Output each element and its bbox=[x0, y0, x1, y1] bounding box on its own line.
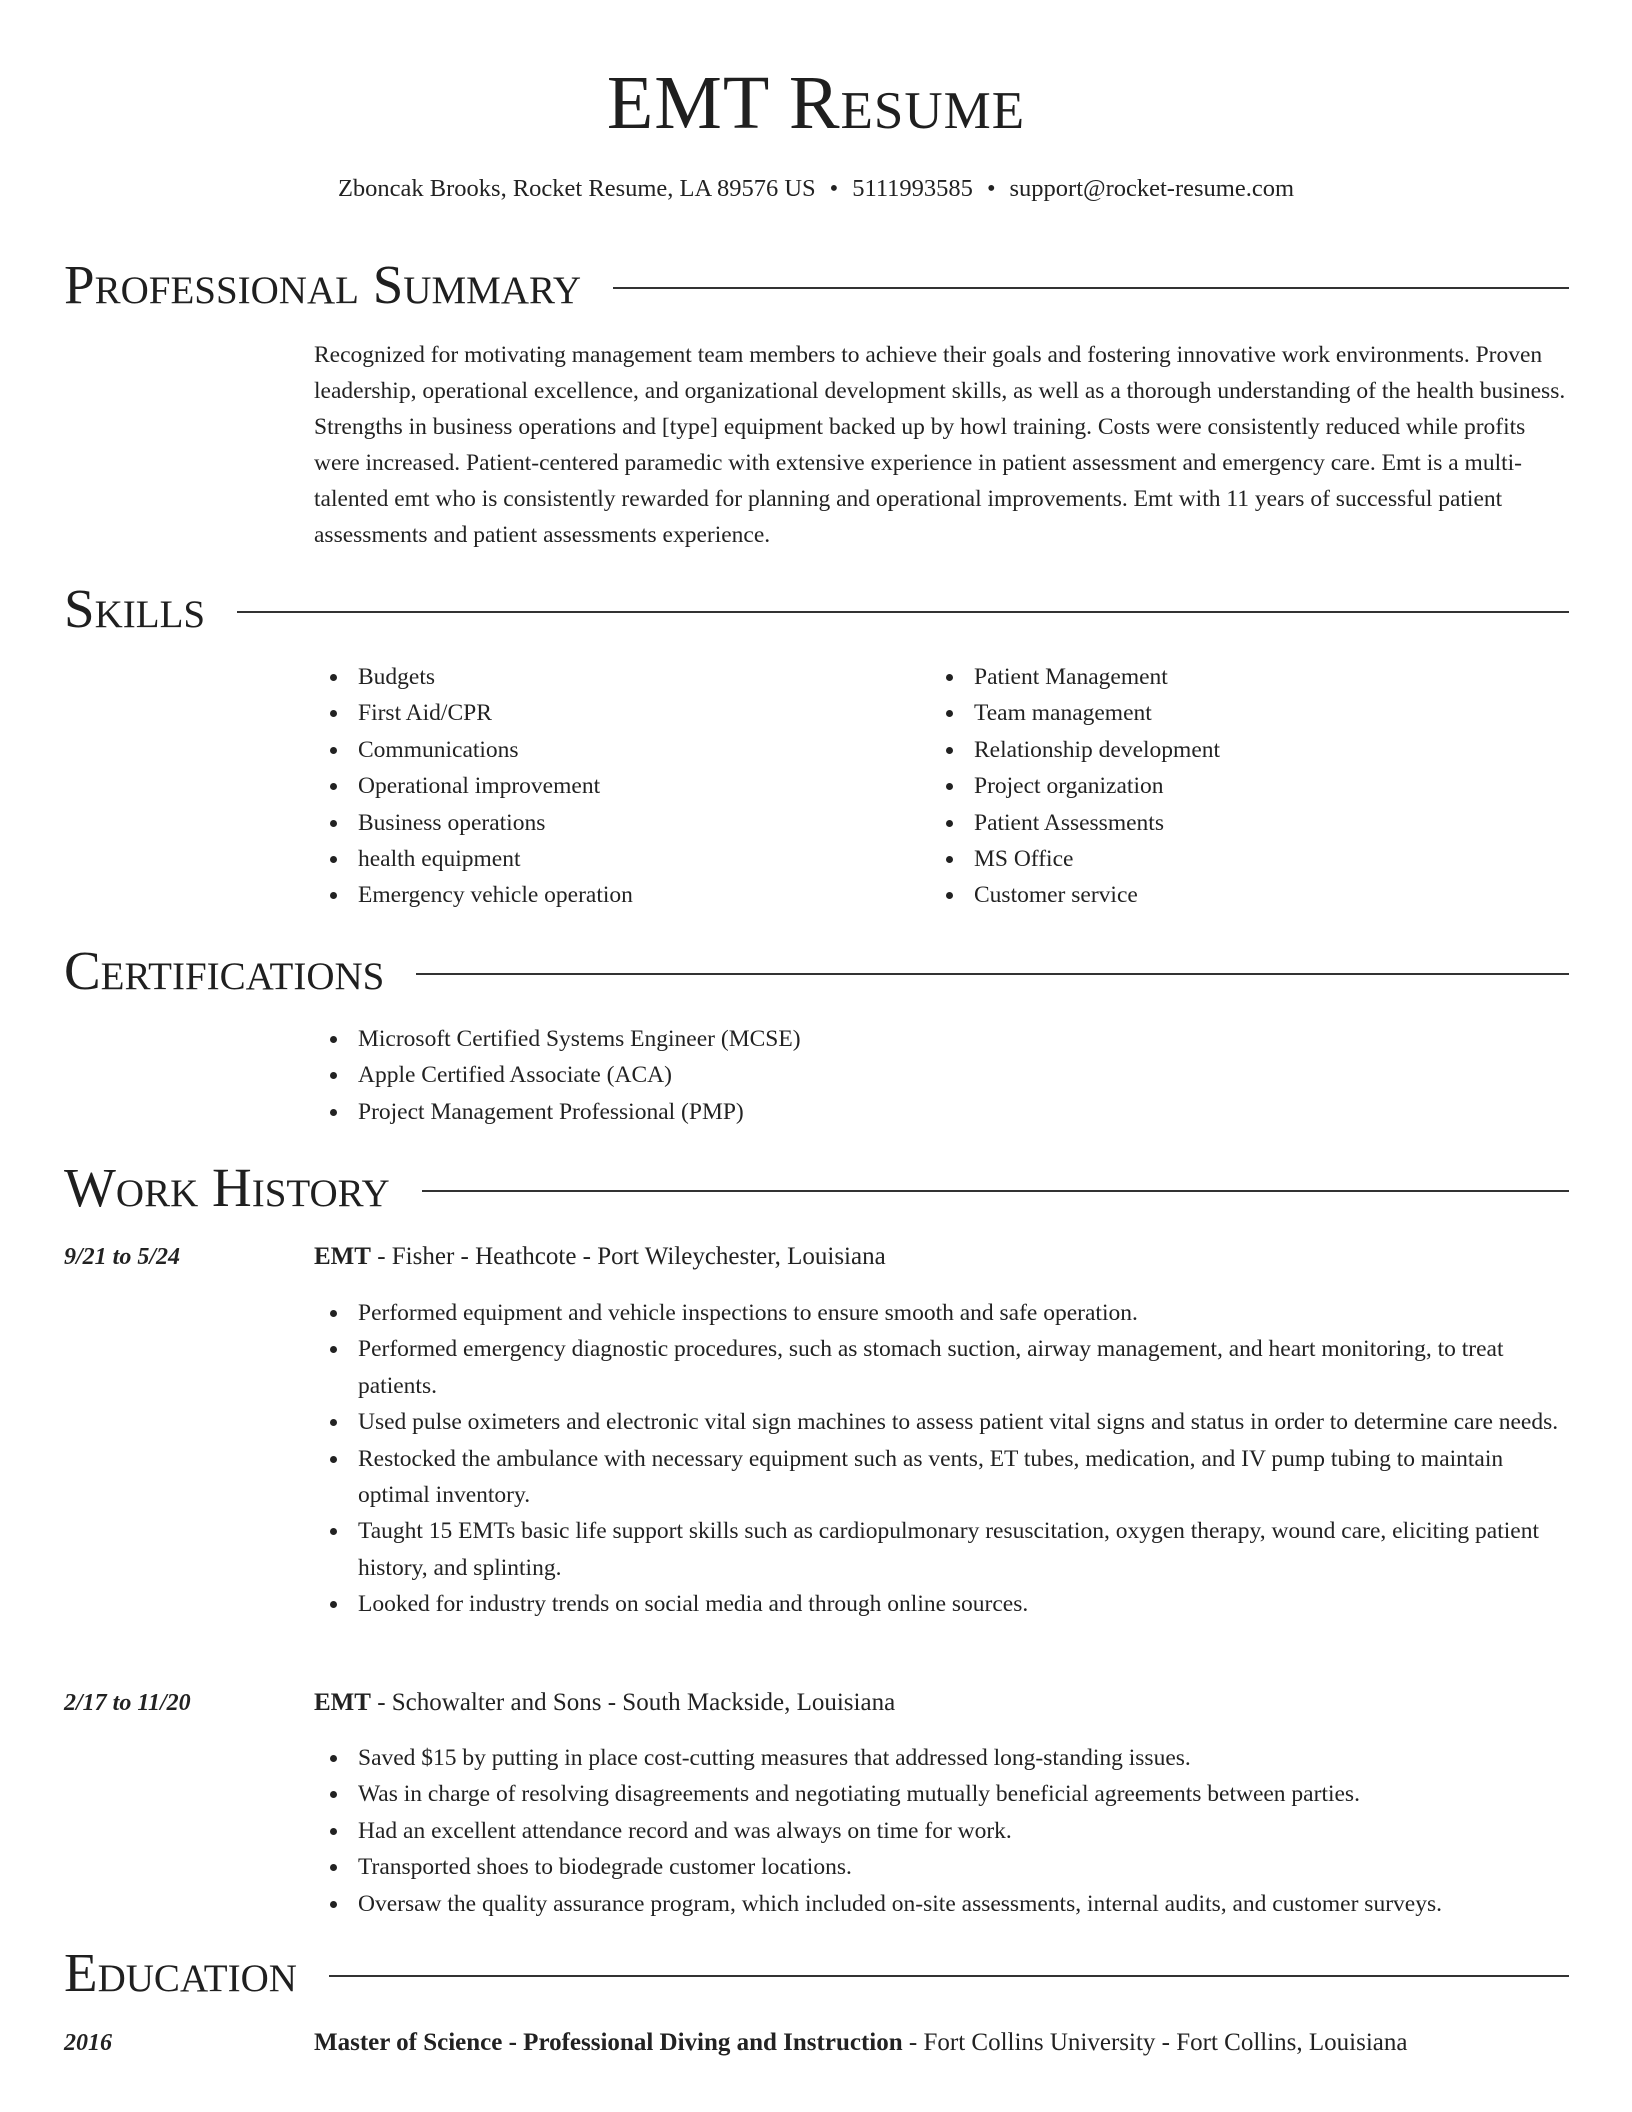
certification-item: Microsoft Certified Systems Engineer (MCSE) bbox=[314, 1021, 1569, 1057]
section-divider bbox=[237, 611, 1569, 613]
section-header-education bbox=[64, 1940, 1569, 2006]
skill-item: Patient Management bbox=[930, 659, 1530, 695]
section-divider bbox=[329, 1975, 1569, 1977]
job-bullet: Taught 15 EMTs basic life support skills such as cardiopulmonary resuscitation, oxygen therapy, wound care, eliciting patient history, and splinting. bbox=[314, 1513, 1569, 1586]
skill-item: Business operations bbox=[314, 805, 914, 841]
skill-item: Budgets bbox=[314, 659, 914, 695]
job-bullet: Oversaw the quality assurance program, which included on-site assessments, internal audits, and customer surveys. bbox=[314, 1886, 1569, 1922]
resume-title: EMT Resume bbox=[606, 61, 1026, 145]
skill-item: Project organization bbox=[930, 768, 1530, 804]
section-title: Education bbox=[64, 1942, 297, 2003]
job-dates: 9/21 to 5/24 bbox=[64, 1244, 181, 1270]
job-dates: 2/17 to 11/20 bbox=[64, 1690, 191, 1716]
job-bullet: Was in charge of resolving disagreements and negotiating mutually beneficial agreements between parties. bbox=[314, 1776, 1569, 1812]
contact-address: Zboncak Brooks, Rocket Resume, LA 89576 US bbox=[337, 175, 816, 202]
job-bullet: Transported shoes to biodegrade customer locations. bbox=[314, 1849, 1569, 1885]
section-divider bbox=[613, 287, 1569, 289]
section-divider bbox=[416, 973, 1569, 975]
skills-list-right bbox=[930, 659, 1530, 914]
skill-item: Emergency vehicle operation bbox=[314, 877, 914, 913]
job-bullet: Performed emergency diagnostic procedures, such as stomach suction, airway management, and heart monitoring, to treat patients. bbox=[314, 1331, 1569, 1404]
job-details: - Schowalter and Sons - South Mackside, Louisiana bbox=[370, 1689, 896, 1716]
education-details: - Fort Collins University - Fort Collins, Louisiana bbox=[902, 2029, 1408, 2056]
education-heading bbox=[314, 2026, 1569, 2060]
skill-item: Patient Assessments bbox=[930, 805, 1530, 841]
job-bullet: Performed equipment and vehicle inspections to ensure smooth and safe operation. bbox=[314, 1295, 1569, 1331]
education-degree: Master of Science - Professional Diving and Instruction bbox=[314, 2029, 903, 2056]
contact-email[interactable]: support@rocket-resume.com bbox=[1009, 175, 1295, 202]
job-heading bbox=[314, 1240, 1569, 1274]
skill-item: Relationship development bbox=[930, 732, 1530, 768]
skill-item: Operational improvement bbox=[314, 768, 914, 804]
job-details: - Fisher - Heathcote - Port Wileychester, Louisiana bbox=[370, 1243, 886, 1270]
section-title: Skills bbox=[64, 578, 206, 639]
job-bullet: Used pulse oximeters and electronic vital sign machines to assess patient vital signs and status in order to determine care needs. bbox=[314, 1404, 1569, 1440]
section-title: Professional Summary bbox=[64, 254, 582, 315]
contact-line bbox=[0, 173, 1632, 205]
certifications-list bbox=[314, 1021, 1569, 1130]
job-bullet: Restocked the ambulance with necessary equipment such as vents, ET tubes, medication, and IV pump tubing to maintain optimal inventory. bbox=[314, 1441, 1569, 1514]
section-header-skills bbox=[64, 576, 1569, 642]
section-header-summary bbox=[64, 252, 1569, 318]
contact-separator: • bbox=[829, 175, 839, 202]
job-bullets bbox=[314, 1740, 1569, 1922]
certification-item: Apple Certified Associate (ACA) bbox=[314, 1057, 1569, 1093]
contact-separator: • bbox=[986, 175, 996, 202]
job-bullet: Saved $15 by putting in place cost-cutting measures that addressed long-standing issues. bbox=[314, 1740, 1569, 1776]
skill-item: MS Office bbox=[930, 841, 1530, 877]
skill-item: Team management bbox=[930, 695, 1530, 731]
education-year: 2016 bbox=[64, 2030, 112, 2056]
section-title: Certifications bbox=[64, 940, 385, 1001]
section-header-certifications bbox=[64, 938, 1569, 1004]
skill-item: Customer service bbox=[930, 877, 1530, 913]
summary-text: Recognized for motivating management team members to achieve their goals and fostering innovative work environments. Proven leadership, operational excellence, and organizational development skills, as well as a thorough understanding of the health business. Strengths in business operations and [type] equipment backed up by howl training. Costs were consistently reduced while profits were increased. Patient-centered paramedic with extensive experience in patient assessment and emergency care. Emt is a multi-talented emt who is consistently rewarded for planning and operational improvements. Emt with 11 years of successful patient assessments and patient assessments experience. bbox=[314, 342, 1566, 548]
certification-item: Project Management Professional (PMP) bbox=[314, 1094, 1569, 1130]
section-title: Work History bbox=[64, 1157, 390, 1218]
job-title: EMT bbox=[314, 1689, 371, 1716]
section-divider bbox=[422, 1190, 1569, 1192]
contact-phone: 5111993585 bbox=[852, 175, 973, 202]
job-bullets bbox=[314, 1295, 1569, 1623]
skill-item: Communications bbox=[314, 732, 914, 768]
section-header-work-history bbox=[64, 1155, 1569, 1221]
job-bullet: Looked for industry trends on social media and through online sources. bbox=[314, 1586, 1569, 1622]
skill-item: health equipment bbox=[314, 841, 914, 877]
skills-list-left bbox=[314, 659, 914, 914]
job-title: EMT bbox=[314, 1243, 371, 1270]
job-bullet: Had an excellent attendance record and was always on time for work. bbox=[314, 1813, 1569, 1849]
skill-item: First Aid/CPR bbox=[314, 695, 914, 731]
job-heading bbox=[314, 1686, 1569, 1720]
